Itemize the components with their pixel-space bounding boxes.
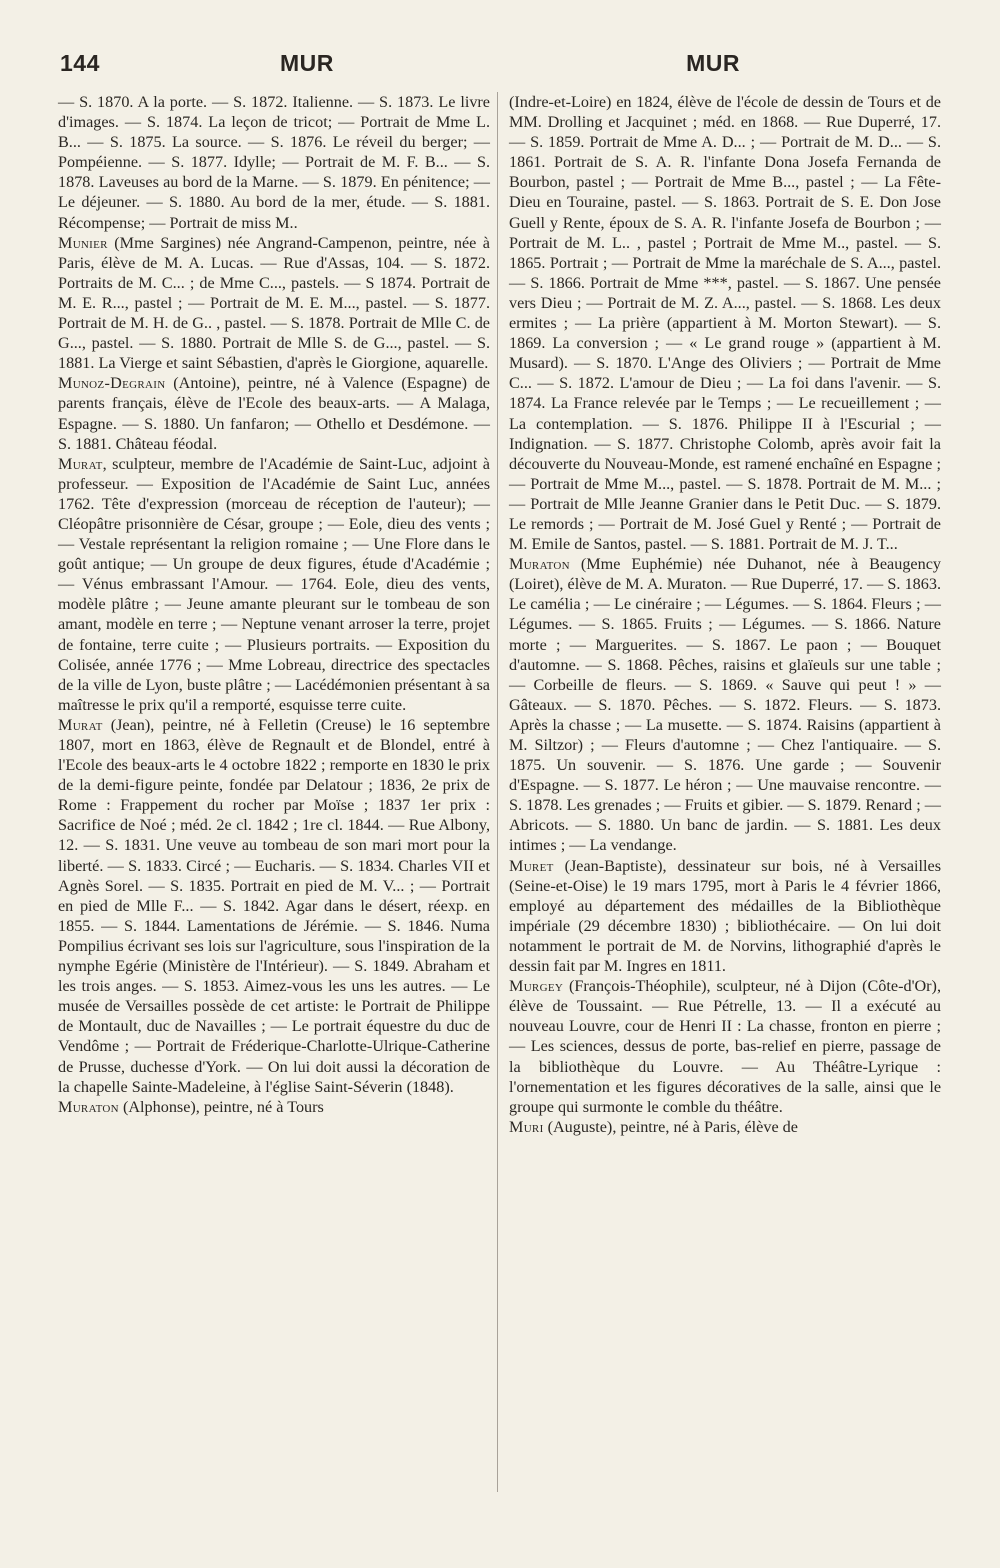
entry-murat: Murat, sculpteur, membre de l'Académie de Saint-Luc, adjoint à professeur. — Exposition de l'Académie de Saint Luc, années 1762. Tête d'expression (morceau de réception de l'auteur); — Cléopâtre prisonnière de César, groupe ; — Eole, dieu des vents ; — Vestale représentant la religion romaine ; — Une Flore dans le goût antique; — Un groupe de deux figures, étude d'Académie ; — Vénus embrassant l'Amour. — 1764. Eole, dieu des vents, modèle plâtre ; — Jeune amante pleurant sur le tombeau de son amant, modèle en terre ; — Neptune venant arroser la terre, projet de fontaine, terre cuite ; — Plusieurs portraits. — Exposition du Colisée, année 1776 ; — Mme Lobreau, directrice des spectacles de la ville de Lyon, buste plâtre ; — Lacédémonien présentant à sa maîtresse le prix qu'il a remporté, esquisse terre cuite. bbox=[58, 454, 490, 714]
entry-munier: Munier (Mme Sargines) née Angrand-Campenon, peintre, née à Paris, élève de M. A. Lucas. — Rue d'Assas, 104. — S. 1872. Portraits de M. C... ; de Mme C..., pastels. — S 1874. Portrait de M. E. R..., pastel ; — Portrait de M. E. M..., pastel. — S. 1877. Portrait de M. H. de G.. , pastel. — S. 1878. Portrait de Mlle C. de G..., pastel. — S. 1880. Portrait de Mlle S. de G..., pastel. — S. 1881. La Vierge et saint Sébastien, d'après le Giorgione, aquarelle. bbox=[58, 233, 490, 373]
entry-name: Muret bbox=[509, 856, 554, 875]
entry-name: Murat bbox=[58, 715, 103, 734]
left-column bbox=[58, 92, 490, 1117]
entry-name: Murgey bbox=[509, 977, 564, 996]
entry-murgey: Murgey (François-Théophile), sculpteur, né à Dijon (Côte-d'Or), élève de Toussaint. — Rue Pétrelle, 13. — Il a exécuté au nouveau Louvre, cour de Henri II : La chasse, fronton en pierre ; — Les sciences, dessus de porte, bas-relief en pierre, passage de la bibliothèque du Louvre. — Au Théâtre-Lyrique : l'ornementation et les figures décoratives de la salle, ainsi que le groupe qui surmonte le comble du théâtre. bbox=[509, 977, 941, 1116]
header-title-right: MUR bbox=[686, 50, 740, 76]
page-number: 144 bbox=[60, 50, 100, 76]
entry-muraton-euphemie: Muraton (Mme Euphémie) née Duhanot, née à Beaugency (Loiret), élève de M. A. Muraton. — Rue Duperré, 17. — S. 1863. Le camélia ; — Le cinéraire ; — Légumes. — S. 1864. Fleurs ; — Légumes. — S. 1865. Fruits ; — Légumes. — S. 1866. Nature morte ; — Marguerites. — S. 1867. Le paon ; — Bouquet d'automne. — S. 1868. Pêches, raisins et glaïeuls sur une table ; — Corbeille de fleurs. — S. 1869. « Sauve qui peut ! » — Gâteaux. — S. 1870. Pêches. — S. 1872. Fleurs. — S. 1873. Après la chasse ; — La musette. — S. 1874. Raisins (appartient à M. Siltzor) ; — Fleurs d'automne ; — Chez l'antiquaire. — S. 1875. Un souvenir. — S. 1876. Une garde ; — Souvenir d'Espagne. — S. 1877. Le héron ; — Une mauvaise rencontre. — S. 1878. Les grenades ; — Fruits et gibier. — S. 1879. Renard ; — Abricots. — S. 1880. Un banc de jardin. — S. 1881. Les deux intimes ; — La vendange. bbox=[509, 555, 941, 855]
header-title-left: MUR bbox=[280, 50, 334, 76]
entry-name: Muraton bbox=[509, 555, 570, 574]
entry-muri: Muri (Auguste), peintre, né à Paris, élève de bbox=[509, 1117, 798, 1136]
entry-name: Murat bbox=[58, 454, 103, 473]
entry-munoz-degrain: Munoz-Degrain (Antoine), peintre, né à Valence (Espagne) de parents français, élève de l'Ecole des beaux-arts. — A Malaga, Espagne. — S. 1880. Un fanfaron; — Othello et Desdémone. — S. 1881. Château féodal. bbox=[58, 374, 490, 453]
right-column bbox=[509, 92, 941, 1137]
entry-muraton-alphonse: Muraton (Alphonse), peintre, né à Tours bbox=[58, 1097, 324, 1116]
entry-name: Muri bbox=[509, 1117, 544, 1136]
entry-continuation: — S. 1870. A la porte. — S. 1872. Italienne. — S. 1873. Le livre d'images. — S. 1874. La leçon de tricot; — Portrait de Mme L. B... — S. 1875. La source. — S. 1876. Le réveil du berger; — Pompéienne. — S. 1877. Idylle; — Portrait de M. F. B... — S. 1878. Laveuses au bord de la Marne. — S. 1879. En pénitence; — Le déjeuner. — S. 1880. Au bord de la mer, étude. — S. 1881. Récompense; — Portrait de miss M.. bbox=[58, 93, 490, 232]
entry-murat-jean: Murat (Jean), peintre, né à Felletin (Creuse) le 16 septembre 1807, mort en 1863, élève de Regnault et de Blondel, entré à l'Ecole des beaux-arts le 4 octobre 1822 ; remporte en 1830 le prix de la demi-figure peinte, fondée par Delatour ; 1836, 2e prix de Rome : Frappement du rocher par Moïse ; 1837 1er prix : Sacrifice de Noé ; méd. 2e cl. 1842 ; 1re cl. 1844. — Rue Albony, 12. — S. 1831. Une veuve au tombeau de son mari mort pour la liberté. — S. 1833. Circé ; — Eucharis. — S. 1834. Charles VII et Agnès Sorel. — S. 1835. Portrait en pied de M. V... ; — Portrait en pied de Mlle F... — S. 1842. Agar dans le désert, réexp. en 1855. — S. 1844. Lamentations de Jérémie. — S. 1846. Numa Pompilius écrivant ses lois sur l'agriculture, sous l'inspiration de la nymphe Egérie (Ministère de l'Intérieur). — S. 1849. Abraham et les trois anges. — S. 1853. Aimez-vous les uns les autres. — Le musée de Versailles possède de cet artiste: le Portrait de Philippe de Montault, duc de Navailles ; — Le portrait équestre du duc de Vendôme ; — Portrait de Fréderique-Charlotte-Ulrique-Catherine de Prusse, duchesse d'York. — On lui doit aussi la décoration de la chapelle Sainte-Madeleine, à l'église Saint-Séverin (1848). bbox=[58, 715, 490, 1096]
entry-name: Munoz-Degrain bbox=[58, 374, 166, 393]
entry-continuation: (Indre-et-Loire) en 1824, élève de l'école de dessin de Tours et de MM. Drolling et Jacquinet ; méd. en 1868. — Rue Duperré, 17. — S. 1859. Portrait de Mme A. D... ; — Portrait de M. D... — S. 1861. Portrait de S. A. R. l'infante Dona Josefa Fernanda de Bourbon, pastel ; — Portrait de Mme B..., pastel ; — La Fête-Dieu en Touraine, pastel. — S. 1863. Portrait de S. E. Don Jose Guell y Rente, époux de S. A. R. l'infante Josefa de Bourbon ; — Portrait de M. L.. , pastel ; Portrait de Mme M.., pastel. — S. 1865. Portrait ; — Portrait de Mme la maréchale de S. A..., pastel. — S. 1866. Portrait de Mme ***, pastel. — S. 1867. Une pensée vers Dieu ; — Portrait de M. Z. A..., pastel. — S. 1868. Les deux ermites ; — La prière (appartient à M. Morton Stewart). — S. 1869. La conversion ; — « Le grand rouge » (appartient à M. Musard). — S. 1870. L'Ange des Oliviers ; — Portrait de Mme C... — S. 1872. L'amour de Dieu ; — La foi dans l'avenir. — S. 1874. La France relevée par le Temps ; — Le recueillement ; — La contemplation. — S. 1876. Philippe II à l'Escurial ; — Indignation. — S. 1877. Christophe Colomb, après avoir fait la découverte du Nouveau-Monde, est ramené enchaîné en Espagne ; — Portrait de Mme M..., pastel. — S. 1878. Portrait de M. M... ; — Portrait de Mlle Jeanne Granier dans le Petit Duc. — S. 1879. Le remords ; — Portrait de M. José Guel y Renté ; — Portrait de M. Emile de Santos, pastel. — S. 1881. Portrait de M. J. T... bbox=[509, 93, 941, 554]
entry-name: Muraton bbox=[58, 1097, 119, 1116]
column-divider bbox=[497, 92, 498, 1492]
running-header bbox=[60, 50, 940, 84]
entry-muret: Muret (Jean-Baptiste), dessinateur sur bois, né à Versailles (Seine-et-Oise) le 19 mars 1795, mort à Paris le 4 février 1866, employé au département des médailles de la Bibliothèque impériale (29 décembre 1830) ; bibliothécaire. — On lui doit notamment le portrait de M. de Norvins, lithographié d'après le dessin fait par M. Ingres en 1811. bbox=[509, 856, 941, 976]
entry-name: Munier bbox=[58, 233, 108, 252]
